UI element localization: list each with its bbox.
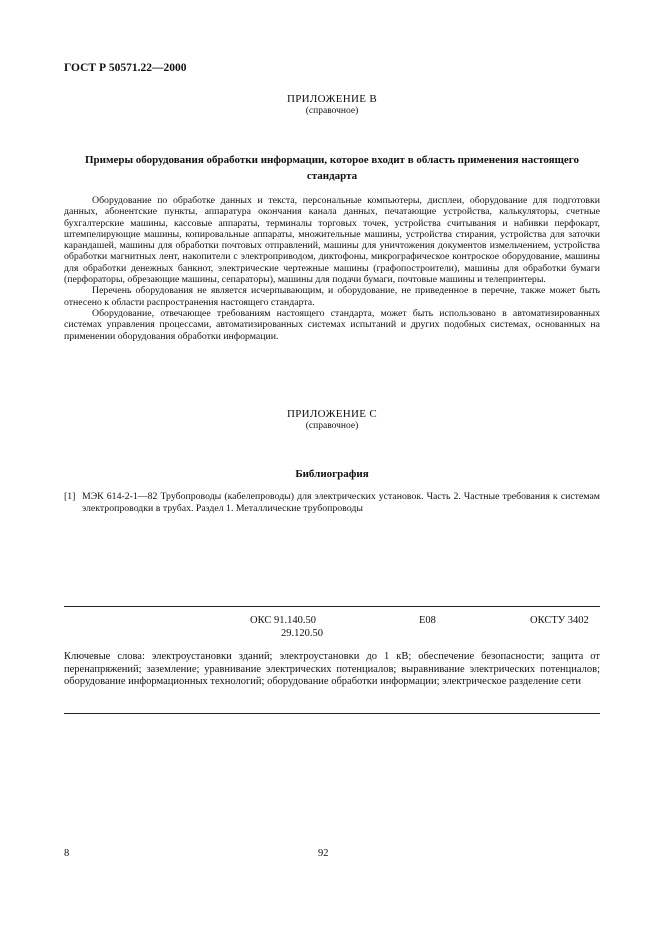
paragraph: Перечень оборудования не является исчерпывающим, и оборудование, не приведенное в перечне, также может быть отнесено к области распространения настоящего стандарта. — [64, 285, 600, 308]
appendix-c-type: (справочное) — [305, 421, 359, 431]
paragraph: Оборудование по обработке данных и текста, персональные компьютеры, дисплеи, оборудование для подготовки данных, абонентские пункты, аппаратура окончания канала данных, печатающие устройства, калькуляторы, счетные бухгалтерские машины, кассовые аппараты, терминалы торговых точек, устройства считывания и набивки перфокарт, штемпелирующие машины, копировальные аппараты, множительные машины, устройства стирания, устройства для заточки карандашей, машины для обработки почтовых отправлений, машины для уничтожения документов измельчением, устройства обработки магнитных лент, накопители с электроприводом, диктофоны, микрографическое контроское оборудование, машины для обработки денежных банкнот, электрические чертежные машины (графопостроители), машины для обработки бумаги (перфораторы, обрезающие машины, сепараторы), машины для подачи бумаги, почтовые машины и телепринтеры. — [64, 195, 600, 286]
appendix-b-type: (справочное) — [305, 106, 359, 116]
sheet-number: 92 — [318, 848, 329, 859]
oks-code — [250, 614, 323, 640]
page-number: 8 — [64, 848, 70, 859]
bottom-divider — [64, 713, 600, 714]
bibliography-entry — [64, 491, 600, 515]
appendix-b-title: ПРИЛОЖЕНИЕ В — [286, 93, 377, 105]
document-header: ГОСТ Р 50571.22—2000 — [64, 62, 187, 74]
appendix-b-body — [64, 195, 600, 342]
bibliography-text: МЭК 614-2-1—82 Трубопроводы (кабелепроводы) для электрических установок. Часть 2. Частные требования к системам электропроводки в трубах. Раздел 1. Металлические трубопроводы — [82, 491, 600, 514]
appendix-c-title: ПРИЛОЖЕНИЕ С — [286, 408, 377, 420]
paragraph: Оборудование, отвечающее требованиям настоящего стандарта, может быть использовано в автоматизированных системах управления процессами, автоматизированных системах испытаний и других подобных системах, основанных на применении оборудования обработки информации. — [64, 307, 600, 342]
keywords: Ключевые слова: электроустановки зданий; электроустановки до 1 кВ; обеспечение безопасности; защита от перенапряжений; заземление; уравнивание электрических потенциалов; выравнивание электрических потенциалов; оборудование информационных технологий; оборудование обработки информации; электрическое разделение сети — [64, 651, 600, 687]
okstu-code: ОКСТУ 3402 — [530, 615, 589, 626]
oks-code-secondary: 29.120.50 — [281, 628, 323, 639]
top-divider — [64, 606, 600, 607]
oks-code-primary: ОКС 91.140.50 — [250, 615, 316, 626]
bibliography-number: [1] — [64, 491, 76, 502]
group-code: Е08 — [419, 615, 436, 626]
bibliography-heading: Библиография — [295, 468, 369, 480]
appendix-b-heading: Примеры оборудования обработки информации, которое входит в область применения настоящего стандарта — [84, 154, 580, 182]
